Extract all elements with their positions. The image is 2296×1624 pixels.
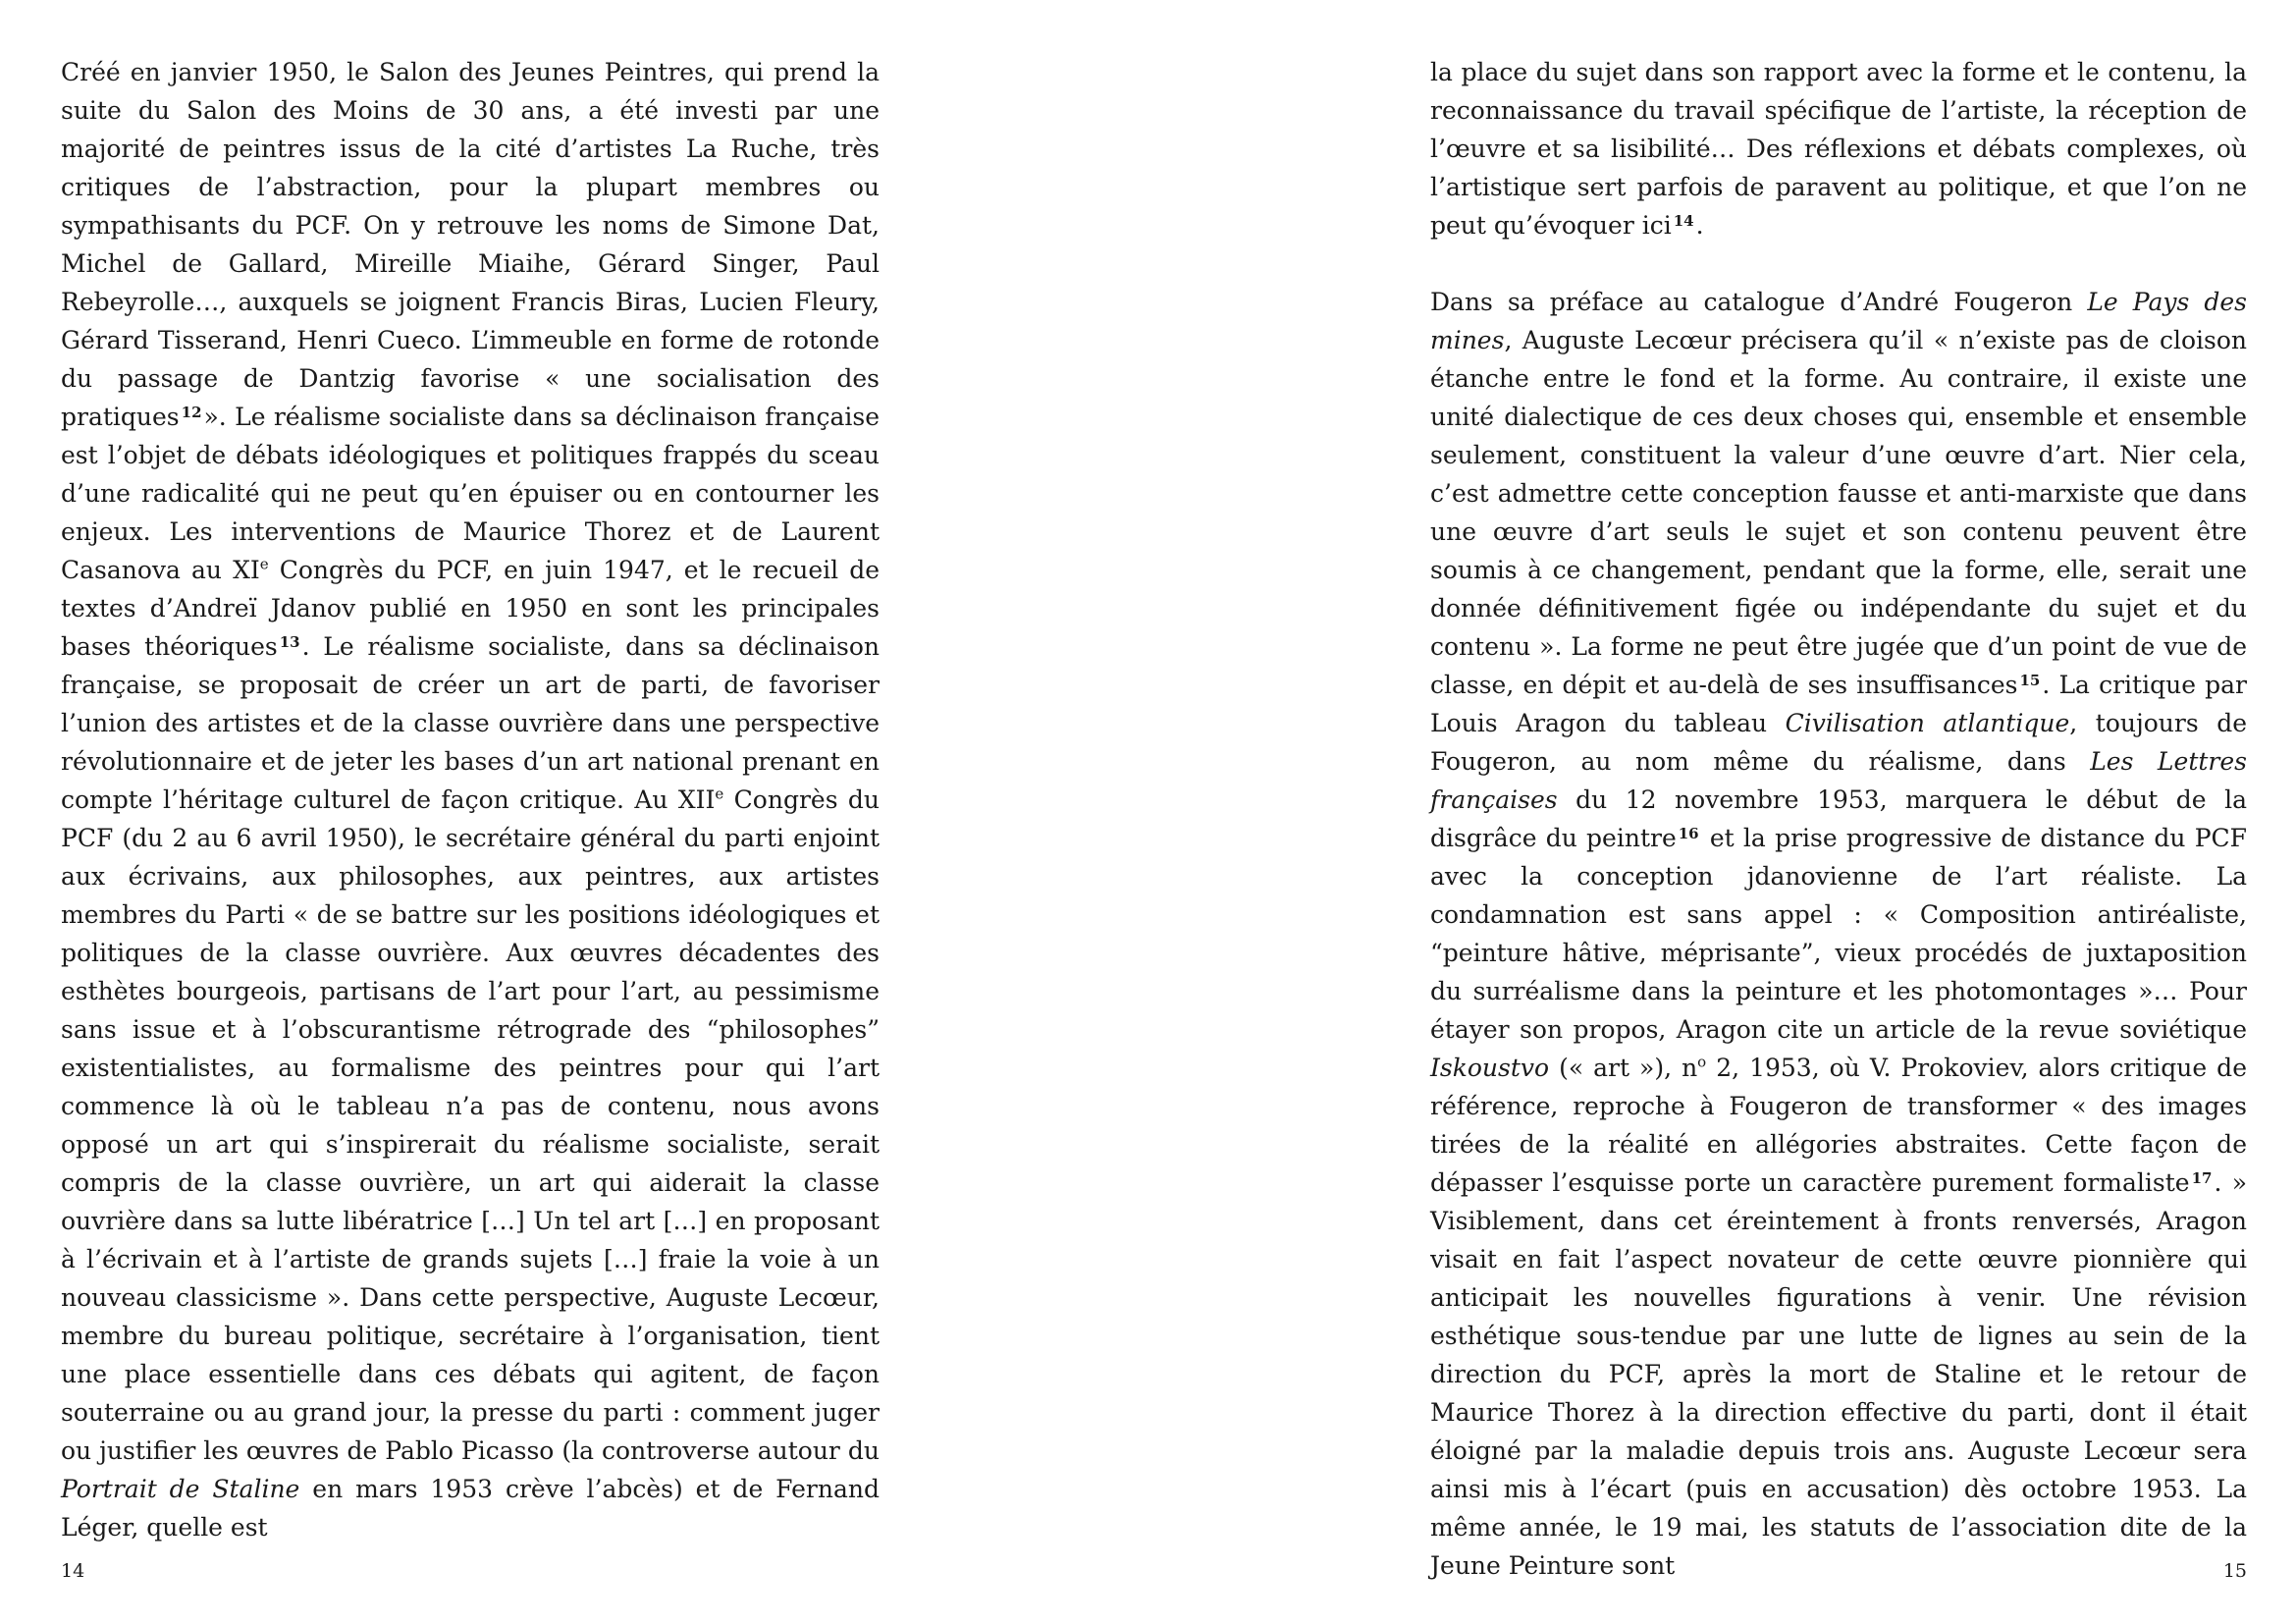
footnote-ref: 17 xyxy=(2191,1169,2213,1187)
text-run: en mars 1953 crève l’abcès) et de Fernand Léger, quelle est xyxy=(61,1475,880,1542)
text-run: (« art »), n xyxy=(1549,1054,1698,1082)
italic-title: Iskoustvo xyxy=(1430,1054,1550,1082)
text-run: Dans sa préface au catalogue d’André Fougeron xyxy=(1430,288,2088,316)
italic-title: Civilisation atlantique xyxy=(1785,709,2070,737)
paragraph xyxy=(61,53,880,1546)
text-run: et la prise progressive de distance du PCF avec la conception jdanovienne de l’art réaliste. La condamnation est sans appel : « Composition antiréaliste, “peinture hâtive, méprisante”, vieux procédés de juxtaposition du surréalisme dans la peinture et les photomontages »… Pour étayer son propos, Aragon cite un article de la revue soviétique xyxy=(1430,824,2248,1044)
text-run: . La critique par Louis Aragon du tableau xyxy=(1430,671,2247,737)
text-run: ». Le réalisme socialiste dans sa déclinaison française est l’objet de débats idéologiques et politiques frappés du sceau d’une radicalité qui ne peut qu’en épuiser ou en contourner les enjeux. Les interventions de Maurice Thorez et de Laurent Casanova au XI xyxy=(61,403,880,584)
italic-title: Portrait de Staline xyxy=(61,1475,300,1503)
text-run: . » Visiblement, dans cet éreintement à fronts renversés, Aragon visait en fait l’aspect novateur de cette œuvre pionnière qui anticipait les nouvelles figurations à venir. Une révision esthétique sous-tendue par une lutte de lignes au sein de la direction du PCF, après la mort de Staline et le retour de Maurice Thorez à la direction effective du parti, dont il était éloigné par la maladie depuis trois ans. Auguste Lecœur sera ainsi mis à l’écart (puis en accusation) dès octobre 1953. La même année, le 19 mai, les statuts de l’association dite de la Jeune Peinture sont xyxy=(1430,1168,2247,1580)
text-run: Créé en janvier 1950, le Salon des Jeunes Peintres, qui prend la suite du Salon des Moins de 30 ans, a été investi par une majorité de peintres issus de la cité d’artistes La Ruche, très critiques de l’abstraction, pour la plupart membres ou sympathisants du PCF. On y retrouve les noms de Simone Dat, Michel de Gallard, Mireille Miaihe, Gérard Singer, Paul Rebeyrolle…, auxquels se joignent Francis Biras, Lucien Fleury, Gérard Tisserand, Henri Cueco. L’immeuble en forme de rotonde du passage de Dantzig favorise « une socialisation des pratiques xyxy=(61,58,880,431)
footnote-ref: 14 xyxy=(1673,212,1694,230)
page-number-right: 15 xyxy=(2222,1560,2247,1582)
footnote-ref: 15 xyxy=(2019,672,2041,689)
text-run: Congrès du PCF (du 2 au 6 avril 1950), le secrétaire général du parti enjoint aux écrivains, aux philosophes, aux peintres, aux artistes membres du Parti « de se battre sur les positions idéologiques et politiques de la classe ouvrière. Aux œuvres décadentes des esthètes bourgeois, partisans de l’art pour l’art, au pessimisme sans issue et à l’obscurantisme rétrograde des “philosophes” existentialistes, au formalisme des peintres pour qui l’art commence là où le tableau n’a pas de contenu, nous avons opposé un art qui s’inspirerait du réalisme socialiste, serait compris de la classe ouvrière, un art qui aiderait la classe ouvrière dans sa lutte libératrice […] Un tel art […] en proposant à l’écrivain et à l’artiste de grands sujets […] fraie la voie à un nouveau classicisme ». Dans cette perspective, Auguste Lecœur, membre du bureau politique, secrétaire à l’organisation, tient une place essentielle dans ces débats qui agitent, de façon souterraine ou au grand jour, la presse du parti : comment juger ou justifier les œuvres de Pablo Picasso (la controverse autour du xyxy=(61,785,881,1465)
footnote-ref: 16 xyxy=(1678,825,1699,842)
text-run: la place du sujet dans son rapport avec la forme et le contenu, la reconnaissance du travail spécifique de l’artiste, la réception de l’œuvre et sa lisibilité… Des réflexions et débats complexes, où l’artistique sert parfois de paravent au politique, et que l’on ne peut qu’évoquer ici xyxy=(1430,58,2247,240)
italic-title: Le Pays des mines xyxy=(1430,288,2247,354)
superscript: e xyxy=(259,555,269,573)
text-run: . xyxy=(1695,211,1704,240)
italic-title: Les Lettres françaises xyxy=(1430,747,2247,814)
text-run: . Le réalisme socialiste, dans sa déclinaison française, se proposait de créer un art de parti, de favoriser l’union des artistes et de la classe ouvrière dans une perspective révolutionnaire et de jeter les bases d’un art national prenant en compte l’héritage culturel de façon critique. Au XII xyxy=(61,632,880,814)
superscript: o xyxy=(1697,1053,1707,1071)
page-number-left: 14 xyxy=(61,1560,85,1582)
text-run: du 12 novembre 1953, marquera le début de la disgrâce du peintre xyxy=(1430,785,2247,852)
right-page xyxy=(1148,0,2296,1624)
footnote-ref: 13 xyxy=(279,633,300,651)
superscript: e xyxy=(715,785,724,803)
footnote-ref: 12 xyxy=(181,404,202,421)
text-run: , toujours de Fougeron, au nom même du réalisme, dans xyxy=(1430,709,2247,776)
text-run: 2, 1953, où V. Prokoviev, alors critique de référence, reproche à Fougeron de transformer « des images tirées de la réalité en allégories abstraites. Cette façon de dépasser l’esquisse porte un caractère purement formaliste xyxy=(1430,1054,2247,1197)
left-page-body xyxy=(61,53,880,1546)
paragraph xyxy=(1430,53,2247,244)
right-page-body xyxy=(1430,53,2247,1585)
paragraph xyxy=(1430,283,2247,1585)
text-run: , Auguste Lecœur précisera qu’il « n’existe pas de cloison étanche entre le fond et la forme. Au contraire, il existe une unité dialectique de ces deux choses qui, ensemble et ensemble seulement, constituent la valeur d’une œuvre d’art. Nier cela, c’est admettre cette conception fausse et anti-marxiste que dans une œuvre d’art seuls le sujet et son contenu peuvent être soumis à ce changement, pendant que la forme, elle, serait une donnée définitivement figée ou indépendante du sujet et du contenu ». La forme ne peut être jugée que d’un point de vue de classe, en dépit et au-delà de ses insuffisances xyxy=(1430,326,2247,699)
text-run: Congrès du PCF, en juin 1947, et le recueil de textes d’Andreï Jdanov publié en 1950 en sont les principales bases théoriques xyxy=(61,556,880,661)
